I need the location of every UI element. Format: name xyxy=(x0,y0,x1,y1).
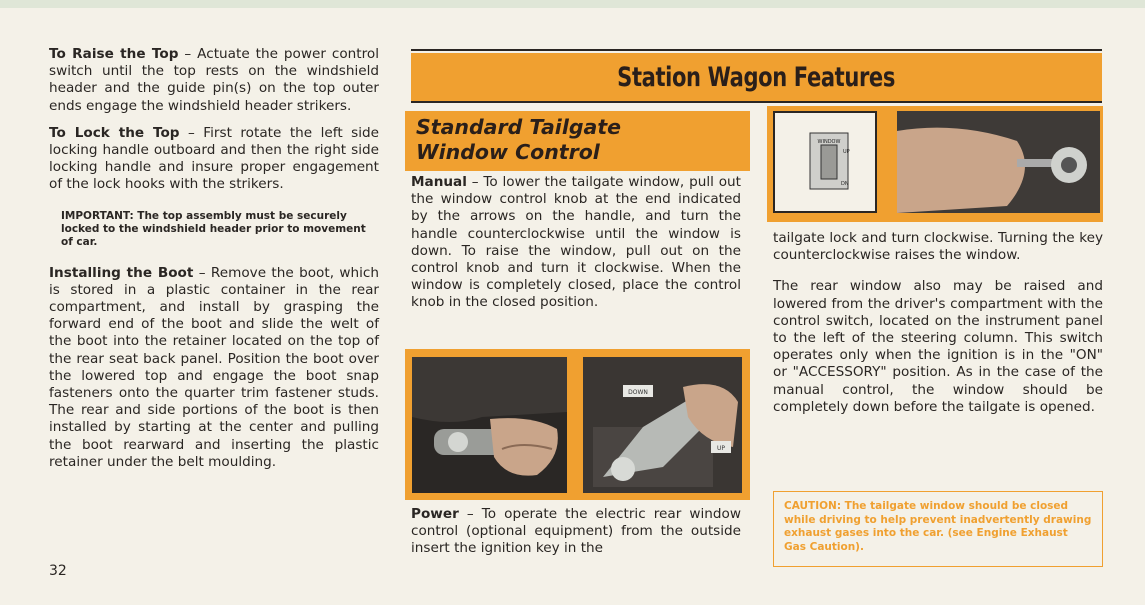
caution-box: CAUTION: The tailgate window should be closed while driving to help prevent inadvertently drawing exhaust gases into the car. (see Engine Exhaust Gas Caution). xyxy=(773,491,1103,567)
manual-knob-photo xyxy=(583,357,742,493)
important-note: IMPORTANT: The top assembly must be securely locked to the windshield header prior to movement of car. xyxy=(61,209,366,248)
middle-column xyxy=(411,174,741,322)
key-illustration xyxy=(897,111,1100,213)
left-column xyxy=(49,46,379,481)
boot-title: Installing the Boot xyxy=(49,264,194,281)
lock-top-paragraph xyxy=(49,125,379,194)
raise-top-paragraph xyxy=(49,46,379,115)
manual-title: Manual xyxy=(411,174,467,190)
manual-handle-photo xyxy=(412,357,567,493)
power-paragraph xyxy=(411,506,741,558)
switch-label: WINDOW xyxy=(817,139,841,145)
section-title: Station Wagon Features xyxy=(617,61,896,93)
section-header xyxy=(411,53,1102,103)
key-photo xyxy=(897,111,1100,213)
right-photo-frame xyxy=(767,106,1103,222)
rear-window-paragraph: The rear window also may be raised and lowered from the driver's compartment with the control switch, located on the instrument panel to the left of the steering column. This switch operates only when the ignition is in the "ON" or "ACCESSORY" position. As in the case of the manual control, the window should be completely down before the tailgate is opened. xyxy=(773,278,1103,415)
manual-knob-illustration xyxy=(583,357,742,493)
raise-top-title: To Raise the Top xyxy=(49,46,179,62)
subheading-box xyxy=(405,111,750,171)
subheading-line-1: Standard Tailgate xyxy=(416,115,622,139)
raise-top-text: – Actuate the power control switch until the top rests on the windshield header and the guide pin(s) on the top outer ends engage the windshield header strikers. xyxy=(49,46,380,114)
power-text: – To operate the electric rear window control (optional equipment) from the outside insert the ignition key in the xyxy=(411,506,741,557)
lock-top-text: – First rotate the left side locking handle outboard and then the right side locking handle and insure proper engagement of the lock hooks with the strikers. xyxy=(49,124,379,193)
subheading-line-2: Window Control xyxy=(416,140,600,164)
top-border xyxy=(0,0,1145,8)
manual-handle-illustration xyxy=(412,357,567,493)
down-label: DOWN xyxy=(628,389,648,396)
page-number: 32 xyxy=(49,563,67,579)
boot-paragraph xyxy=(49,265,379,471)
power-title: Power xyxy=(411,506,459,522)
boot-text: – Remove the boot, which is stored in a plastic container in the rear compartment, and install by grasping the forward end of the boot and slide the welt of the boot into the retainer located on the top of the rear seat back panel. Position the boot over the lowered top and engage the boot snap fasteners onto the quarter trim fastener studs. The rear and side portions of the boot is then installed by starting at the center and pulling the boot rearward and inserting the plastic retainer under the belt moulding. xyxy=(49,264,379,470)
switch-photo xyxy=(773,111,877,213)
header-rule xyxy=(411,49,1102,51)
right-column xyxy=(773,230,1103,426)
middle-photo-frame xyxy=(405,349,750,500)
lock-top-title: To Lock the Top xyxy=(49,124,180,141)
manual-text: – To lower the tailgate window, pull out the window control knob at the end indicated by the arrows on the handle, and turn the handle counterclockwise until the window is down. To raise the window, pull out on the control knob and turn it clockwise. When the window is completely closed, place the control knob in the closed position. xyxy=(411,174,741,311)
switch-up-label: UP xyxy=(843,149,850,155)
switch-dn-label: DN xyxy=(841,181,849,187)
switch-illustration xyxy=(775,113,875,211)
tailgate-continue-paragraph: tailgate lock and turn clockwise. Turning the key counterclockwise raises the window. xyxy=(773,230,1103,264)
manual-paragraph xyxy=(411,174,741,312)
power-section xyxy=(411,506,741,568)
up-label: UP xyxy=(716,445,726,452)
